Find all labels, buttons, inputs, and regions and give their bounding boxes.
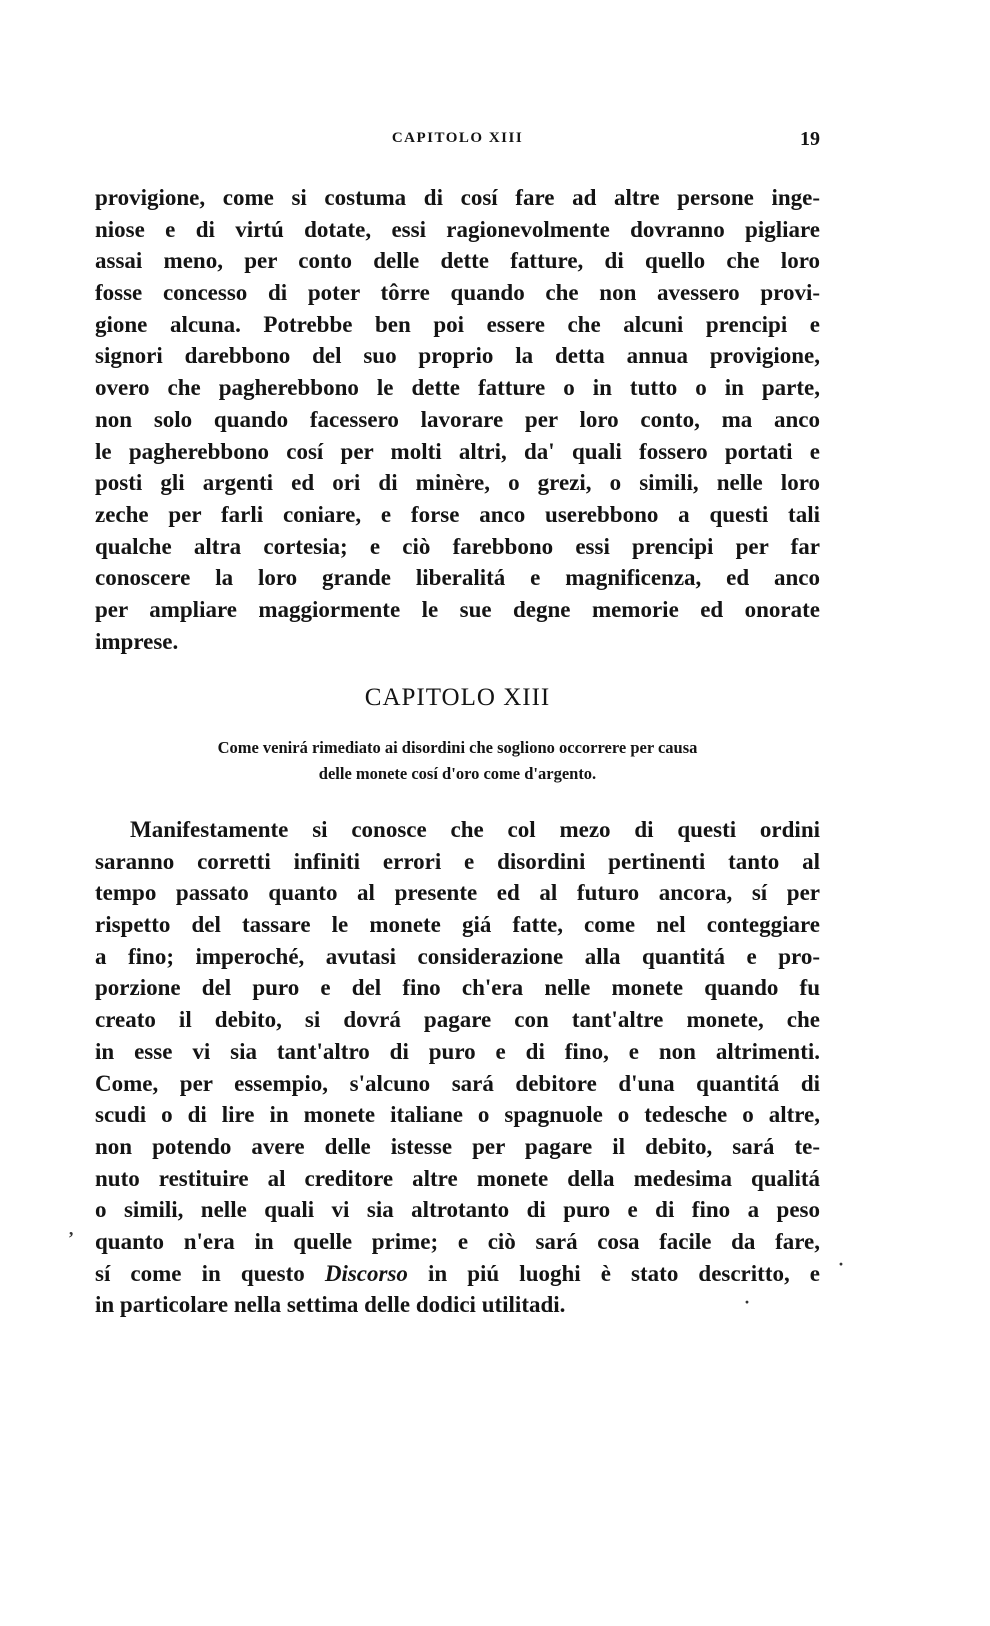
text-line: in particolare nella settima delle dodici utilitadi. (95, 1292, 566, 1318)
text-line: nuto restituire al creditore altre monete della medesima qualitá (95, 1165, 820, 1191)
text-line: fosse concesso di poter tôrre quando che non avessero provi- (95, 280, 820, 306)
text-line: assai meno, per conto delle dette fatture, di quello che loro (95, 248, 820, 274)
text-line: in esse vi sia tant'altro di puro e di fino, e non altrimenti. (95, 1038, 820, 1064)
text-line: per ampliare maggiormente le sue degne memorie ed onorate (95, 596, 820, 622)
text-line: qualche altra cortesia; e ciò farebbono essi prencipi per far (95, 533, 820, 559)
text-fragment: sí come in questo (95, 1260, 325, 1286)
running-head (95, 130, 820, 154)
summary-line: delle monete cosí d'oro come d'argento. (318, 764, 597, 783)
chapter-body-paragraph (95, 814, 820, 1321)
text-line: tempo passato quanto al presente ed al futuro ancora, sí per (95, 880, 820, 906)
margin-dot: · (838, 1254, 845, 1274)
text-line: overo che pagherebbono le dette fatture o in tutto o in parte, (95, 375, 820, 401)
text-line: Manifestamente si conosce che col mezo di questi ordini (130, 817, 820, 842)
text-line: gione alcuna. Potrebbe ben poi essere che alcuni prencipi e (95, 311, 820, 337)
page-number: 19 (800, 128, 820, 150)
margin-mark: ʼ (68, 1228, 74, 1248)
text-line: le pagherebbono cosí per molti altri, da' quali fossero portati e (95, 438, 820, 464)
running-title: CAPITOLO XIII (391, 130, 524, 146)
text-line: conoscere la loro grande liberalitá e magnificenza, ed anco (95, 565, 820, 591)
text-line: provigione, come si costuma di cosí fare ad altre persone inge- (95, 185, 820, 210)
text-line: zeche per farli coniare, e forse anco userebbono a questi tali (95, 501, 820, 527)
text-line: non potendo avere delle istesse per pagare il debito, sará te- (95, 1133, 820, 1159)
text-line (95, 1258, 820, 1290)
paragraph-continued (95, 182, 820, 657)
chapter-heading: CAPITOLO XIII (364, 684, 551, 711)
italic-title: Discorso (324, 1260, 408, 1286)
chapter-summary (95, 735, 820, 787)
text-line: niose e di virtú dotate, essi ragionevolmente dovranno pigliare (95, 216, 820, 242)
summary-line: Come venirá rimediato ai disordini che sogliono occorrere per causa (217, 738, 698, 757)
text-line: rispetto del tassare le monete giá fatte, come nel conteggiare (95, 912, 820, 938)
margin-dot: · (744, 1292, 751, 1312)
text-fragment: in piú luoghi è stato descritto, e (407, 1260, 821, 1286)
text-line: o simili, nelle quali vi sia altrotanto di puro e di fino a peso (95, 1197, 820, 1223)
text-line: quanto n'era in quelle prime; e ciò sará cosa facile da fare, (95, 1228, 820, 1254)
text-line: porzione del puro e del fino ch'era nelle monete quando fu (95, 975, 820, 1001)
text-line: saranno corretti infiniti errori e disordini pertinenti tanto al (95, 848, 820, 874)
text-line: a fino; imperoché, avutasi considerazione alla quantitá e pro- (95, 943, 820, 969)
text-line: posti gli argenti ed ori di minère, o grezi, o simili, nelle loro (95, 470, 820, 496)
text-line: scudi o di lire in monete italiane o spagnuole o tedesche o altre, (95, 1102, 820, 1128)
text-line: creato il debito, si dovrá pagare con tant'altre monete, che (95, 1007, 820, 1033)
text-line: non solo quando facessero lavorare per loro conto, ma anco (95, 406, 820, 432)
text-line: Come, per essempio, s'alcuno sará debitore d'una quantitá di (95, 1070, 820, 1096)
text-line: imprese. (95, 628, 179, 654)
text-line: signori darebbono del suo proprio la detta annua provigione, (95, 343, 820, 369)
